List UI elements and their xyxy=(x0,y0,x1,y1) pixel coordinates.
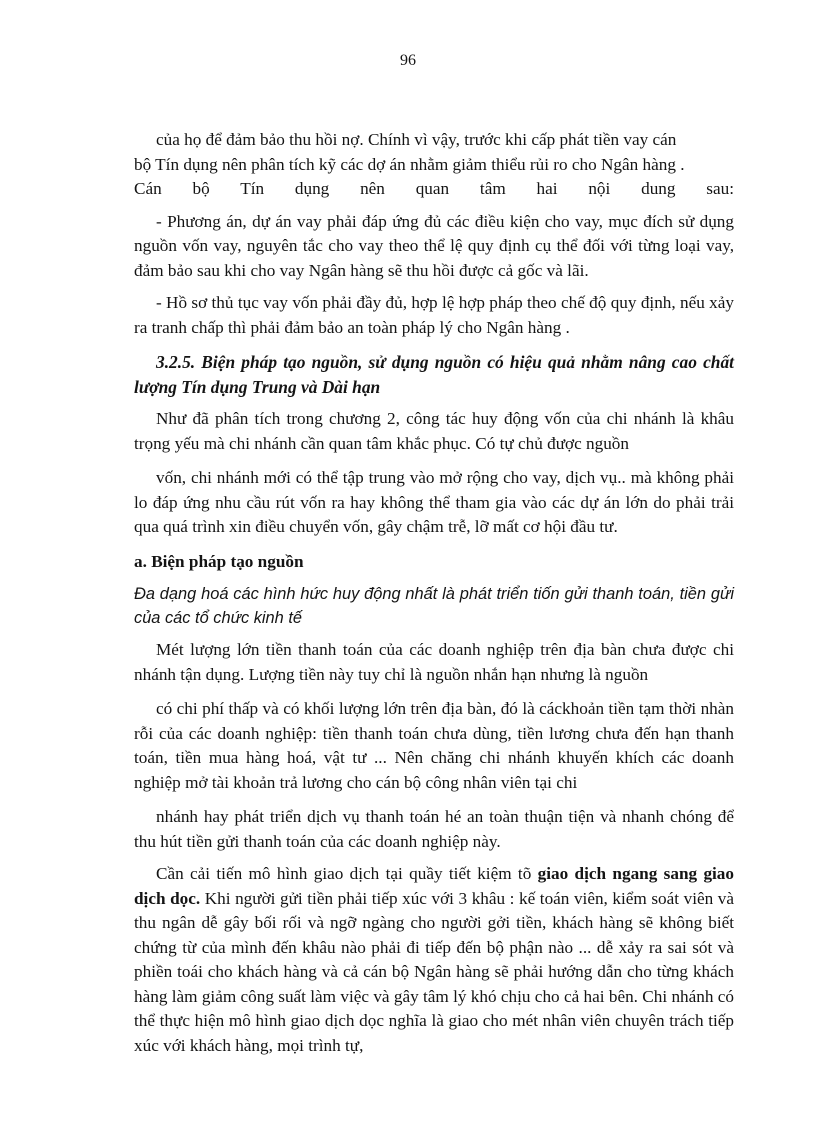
italic-subheading: Đa dạng hoá các hình hức huy động nhất là phát triển tiốn gửi thanh toán, tiền gửi của các tổ chức kinh tế xyxy=(134,585,734,627)
page-number: 96 xyxy=(400,52,416,69)
paragraph-6: Mét lượng lớn tiền thanh toán của các doanh nghiệp trên địa bàn chưa được chi nhánh tận dụng. Lượng tiền này tuy chỉ là nguồn nhắn hạn nhưng là nguồn xyxy=(134,640,734,684)
paragraph-1-line-1: của họ để đảm bảo thu hồi nợ. Chính vì vậy, trước khi cấp phát tiền vay cán xyxy=(156,130,677,149)
paragraph-9 xyxy=(134,862,734,1058)
paragraph-9-start: Cần cải tiến mô hình giao dịch tại quầy tiết kiệm tõ xyxy=(156,864,538,883)
paragraph-4: Như đã phân tích trong chương 2, công tác huy động vốn của chi nhánh là khâu trọng yếu mà chi nhánh cần quan tâm khắc phục. Có tự chủ được nguồn xyxy=(134,409,734,453)
paragraph-1-line-2: bộ Tín dụng nên phân tích kỹ các dợ án nhằm giảm thiểu rủi ro cho Ngân hàng . xyxy=(134,154,685,174)
paragraph-9-bold: giao dịch ngang sang giao dịch dọc. xyxy=(134,864,734,908)
paragraph-9-rest: Khi người gửi tiền phải tiếp xúc với 3 khâu : kế toán viên, kiểm soát viên và thu ngân dễ gây bối rối và ngỡ ngàng cho người gởi tiền, khách hàng sẽ không biết chứng từ của mình đến khâu nào phải đi tiếp đến bộ phận nào ... dễ xảy ra sai sót và phiền toái cho khách hàng và cả cán bộ Ngân hàng sẽ phải hướng dẫn cho từng khách hàng làm giảm công suất làm việc và gây tâm lý khó chịu cho cả hai bên. Chi nhánh có thể thực hiện mô hình giao dịch dọc nghĩa là giao cho mét nhân viên chuyên trách tiếp xúc với khách hàng, mọi trình tự, xyxy=(134,888,734,1055)
paragraph-1-line-3: Cán bộ Tín dụng nên quan tâm hai nội dung sau: xyxy=(134,179,734,198)
paragraph-7: có chi phí thấp và có khối lượng lớn trên địa bàn, đó là cáckhoản tiền tạm thời nhàn rỗi của các doanh nghiệp: tiền thanh toán chưa dùng, tiền lương chưa đến hạn thanh toán, tiền mua hàng hoá, vật tư ... Nên chăng chi nhánh khuyến khích các doanh nghiệp mở tài khoản trả lương cho cán bộ công nhân viên tại chi xyxy=(134,699,734,792)
paragraph-2: - Phương án, dự án vay phải đáp ứng đủ các điều kiện cho vay, mục đích sử dụng nguồn vốn vay, nguyên tắc cho vay theo thể lệ quy định cụ thể đối với từng loại vay, đảm bảo sau khi cho vay Ngân hàng sẽ thu hồi được cả gốc và lãi. xyxy=(134,211,734,280)
document-body xyxy=(134,128,734,1058)
paragraph-8: nhánh hay phát triển dịch vụ thanh toán hé an toàn thuận tiện và nhanh chóng để thu hút tiền gửi thanh toán của các doanh nghiệp này. xyxy=(134,807,734,851)
paragraph-3: - Hồ sơ thủ tục vay vốn phải đầy đủ, hợp lệ hợp pháp theo chế độ quy định, nếu xảy ra tranh chấp thì phải đảm bảo an toàn pháp lý cho Ngân hàng . xyxy=(134,293,734,337)
paragraph-5: vốn, chi nhánh mới có thể tập trung vào mở rộng cho vay, dịch vụ.. mà không phải lo đáp ứng nhu cầu rút vốn ra hay không thể tham gia vào các dự án lớn do phải trải qua quá trình xin điều chuyển vốn, gây chậm trễ, lỡ mất cơ hội đầu tư. xyxy=(134,468,734,536)
subsection-heading-a: a. Biện pháp tạo nguồn xyxy=(134,551,304,571)
section-heading-325: 3.2.5. Biện pháp tạo nguồn, sử dụng nguồn có hiệu quả nhằm nâng cao chất lượng Tín dụng Trung và Dài hạn xyxy=(134,352,734,397)
